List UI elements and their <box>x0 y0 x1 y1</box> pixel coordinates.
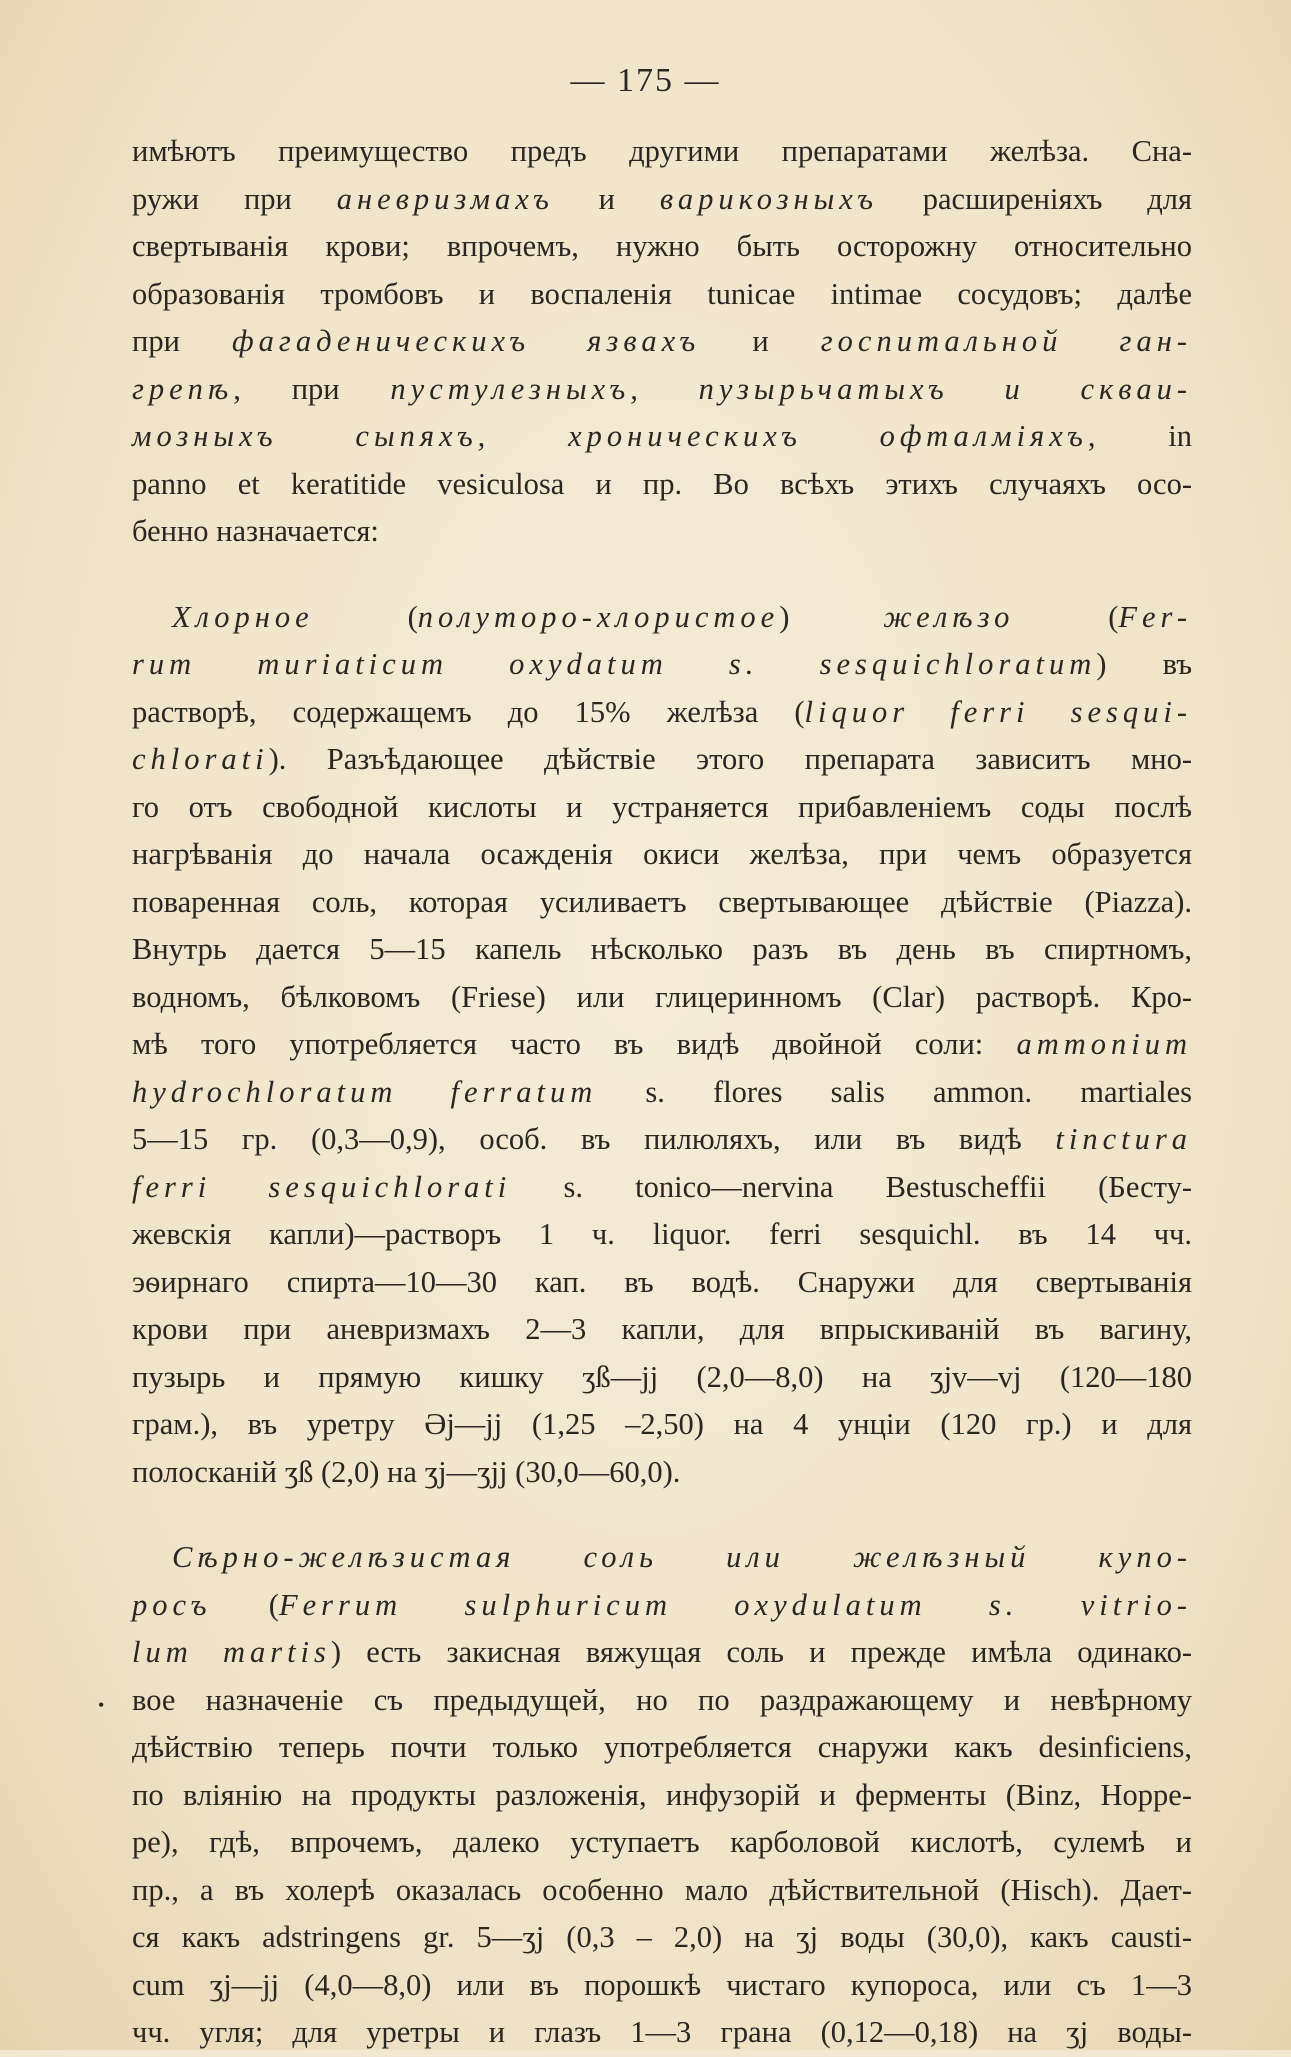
text-line <box>132 974 1192 1022</box>
text-line <box>132 1164 1192 1212</box>
text-line <box>132 1819 1192 1867</box>
text-line <box>132 1914 1192 1962</box>
text-line <box>132 1582 1192 1630</box>
text-segment: ) <box>779 599 884 634</box>
italic-segment: hydrochloratum ferratum <box>132 1074 598 1109</box>
text-segment: и <box>553 181 660 216</box>
text-line <box>132 318 1192 366</box>
text-line <box>132 1677 1192 1725</box>
text-segment: ( <box>211 1587 279 1622</box>
italic-segment: ammonium <box>1016 1027 1192 1061</box>
text-segment: ( <box>313 599 418 634</box>
text-line <box>132 594 1192 642</box>
text-segment: полосканій ʒß (2,0) на ʒj—ʒjj (30,0—60,0). <box>132 1454 681 1489</box>
text-segment: бенно назначается: <box>132 514 379 548</box>
text-line <box>132 1116 1192 1164</box>
text-segment: ( <box>1014 599 1119 634</box>
text-line <box>132 831 1192 879</box>
text-segment: поваренная соль, которая усиливаетъ свертывающее дѣйствіе (Piazza). <box>132 884 1192 919</box>
italic-segment: lum martis <box>132 1635 331 1669</box>
text-segment: по вліянію на продукты разложенія, инфузорій и ферменты (Binz, Hoppe- <box>132 1777 1192 1812</box>
text-segment: Внутрь дается 5—15 капель нѣсколько разъ въ день въ спиртномъ, <box>132 932 1192 966</box>
text-line <box>132 641 1192 689</box>
text-line <box>132 176 1192 224</box>
text-line <box>132 1306 1192 1354</box>
text-segment: нагрѣванія до начала осажденія окиси желѣза, при чемъ образуется <box>132 837 1192 871</box>
text-segment: свертыванія крови; впрочемъ, нужно быть осторожну относительно <box>132 229 1192 263</box>
text-segment: пузырь и прямую кишку ʒß—jj (2,0—8,0) на ʒjv—vj (120—180 <box>132 1359 1192 1394</box>
page-number: — 175 — <box>570 62 721 99</box>
italic-segment: ferri sesquichlorati <box>132 1169 512 1204</box>
text-line <box>132 1867 1192 1915</box>
text-line <box>132 508 1192 556</box>
italic-segment: аневризмахъ <box>336 181 554 216</box>
italic-segment: rum muriaticum oxydatum s. sesquichloratum <box>132 647 1097 681</box>
text-segment: водномъ, бѣлковомъ (Friese) или глицеринномъ (Clar) растворѣ. Кро- <box>132 979 1192 1014</box>
text-segment: s. tonico—nervina Bestuscheffii (Бесту- <box>511 1169 1192 1204</box>
text-segment: ) въ <box>1096 647 1192 681</box>
italic-segment: tinctura <box>1055 1122 1192 1156</box>
text-line <box>132 1259 1192 1307</box>
text-segment: cum ʒj—jj (4,0—8,0) или въ порошкѣ чистаго купороса, или съ 1—3 <box>132 1967 1192 2002</box>
text-line <box>132 1772 1192 1820</box>
text-segment: и <box>700 324 821 358</box>
text-segment: при <box>132 324 233 358</box>
text-line <box>132 1724 1192 1772</box>
margin-mark: • <box>98 1695 105 1715</box>
text-line <box>132 1962 1192 2010</box>
text-line <box>132 689 1192 737</box>
italic-segment: Fer- <box>1118 599 1192 634</box>
italic-segment: грепѣ <box>132 371 234 406</box>
text-segment: крови при аневризмахъ 2—3 капли, для впрыскиваній въ вагину, <box>132 1312 1192 1346</box>
text-line <box>132 1069 1192 1117</box>
body-text <box>132 128 1192 2057</box>
text-segment: растворѣ, содержащемъ до 15% желѣза ( <box>132 694 805 729</box>
text-line <box>132 2009 1192 2057</box>
text-line <box>132 223 1192 271</box>
text-line <box>132 879 1192 927</box>
text-segment: ружи при <box>132 181 337 216</box>
text-line <box>132 128 1192 176</box>
text-segment: мѣ того употребляется часто въ видѣ двойной соли: <box>132 1027 1017 1061</box>
text-segment: чч. угля; для уретры и глазъ 1—3 грана (0,12—0,18) на ʒj воды- <box>132 2015 1192 2049</box>
italic-segment: chlorati <box>132 742 269 776</box>
text-line <box>132 366 1192 414</box>
italic-segment: Сѣрно-желѣзистая соль или желѣзный купо- <box>172 1540 1192 1574</box>
text-segment: имѣютъ преимущество предъ другими препаратами желѣза. Сна- <box>132 134 1192 168</box>
italic-segment: росъ <box>132 1587 212 1622</box>
text-line <box>132 1401 1192 1449</box>
text-segment: образованія тромбовъ и воспаленія tunicae intimae сосудовъ; далѣе <box>132 276 1192 311</box>
text-segment: жевскія капли)—растворъ 1 ч. liquor. ferri sesquichl. въ 14 чч. <box>132 1217 1192 1251</box>
text-line <box>132 1629 1192 1677</box>
text-segment: 5—15 гр. (0,3—0,9), особ. въ пилюляхъ, или въ видѣ <box>132 1122 1056 1156</box>
italic-segment: liquor ferri sesqui- <box>804 694 1192 729</box>
text-line <box>132 784 1192 832</box>
text-segment: расширеніяхъ для <box>877 181 1192 216</box>
text-segment: s. flores salis ammon. martiales <box>597 1074 1193 1109</box>
italic-segment: полуторо-хлористое <box>417 599 780 634</box>
text-line <box>132 1354 1192 1402</box>
italic-segment: фагаденическихъ язвахъ <box>232 324 701 358</box>
text-segment: ся какъ adstringens gr. 5—ʒj (0,3 – 2,0) на ʒj воды (30,0), какъ causti- <box>132 1920 1192 1954</box>
text-segment: ре), гдѣ, впрочемъ, далеко уступаетъ карболовой кислотѣ, сулемѣ и <box>132 1825 1192 1859</box>
text-segment: пр., а въ холерѣ оказалась особенно мало дѣйствительной (Hisch). Дает- <box>132 1872 1192 1907</box>
text-line <box>132 1534 1192 1582</box>
italic-segment: варикозныхъ <box>659 181 878 216</box>
text-segment: , при <box>233 371 391 406</box>
italic-segment: Хлорное <box>172 599 314 634</box>
text-segment: эѳирнаго спирта—10—30 кап. въ водѣ. Снаружи для свертыванія <box>132 1264 1192 1299</box>
italic-segment: госпитальной ган- <box>820 324 1192 358</box>
text-line <box>132 413 1192 461</box>
text-line <box>132 271 1192 319</box>
text-segment: дѣйствію теперь почти только употребляется снаружи какъ desinficiens, <box>132 1730 1192 1764</box>
text-line <box>132 1449 1192 1497</box>
text-line <box>132 1021 1192 1069</box>
text-segment: грам.), въ уретру Əj—jj (1,25 –2,50) на 4 унціи (120 гр.) и для <box>132 1407 1192 1441</box>
text-segment: panno et keratitide vesiculosa и пр. Во всѣхъ этихъ случаяхъ осо- <box>132 466 1192 501</box>
text-line <box>132 926 1192 974</box>
text-segment: ) есть закисная вяжущая соль и прежде имѣла одинако- <box>330 1635 1192 1669</box>
italic-segment: мозныхъ сыпяхъ, хроническихъ офталміяхъ <box>132 419 1088 453</box>
text-line <box>132 461 1192 509</box>
text-segment: ). Разъѣдающее дѣйствіе этого препарата зависитъ мно- <box>268 742 1192 776</box>
italic-segment: желѣзо <box>883 599 1015 634</box>
text-line <box>132 1211 1192 1259</box>
italic-segment: Ferrum sulphuricum oxydulatum s. vitrio- <box>278 1587 1192 1622</box>
text-segment: го отъ свободной кислоты и устраняется прибавленіемъ соды послѣ <box>132 789 1192 824</box>
italic-segment: пустулезныхъ, пузырьчатыхъ и скваи- <box>390 371 1192 406</box>
text-segment: , in <box>1087 419 1193 453</box>
text-segment: вое назначеніе съ предыдущей, но по раздражающему и невѣрному <box>132 1682 1192 1717</box>
text-line <box>132 736 1192 784</box>
